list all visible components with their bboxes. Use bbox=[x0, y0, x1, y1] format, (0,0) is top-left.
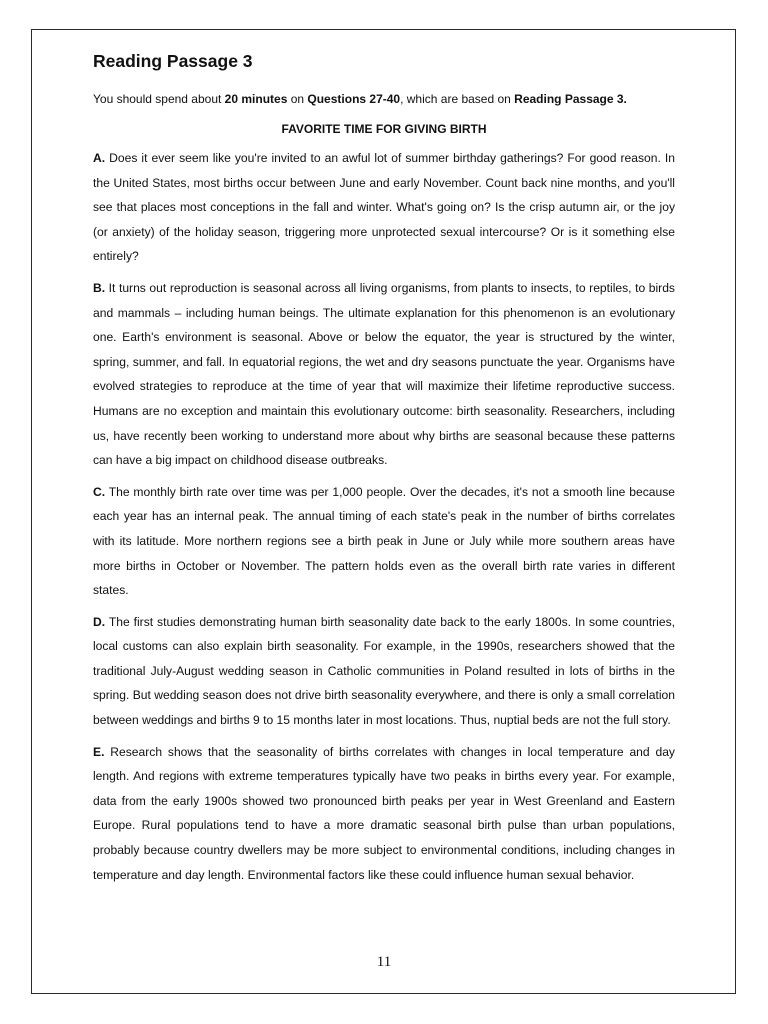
paragraph-letter: C. bbox=[93, 484, 106, 499]
instructions-text-3: , which are based on bbox=[400, 92, 515, 106]
instructions-text-1: You should spend about bbox=[93, 92, 225, 106]
paragraph-letter: E. bbox=[93, 744, 105, 759]
paragraph-text: Research shows that the seasonality of births correlates with changes in local temperature and day length. And regions with extreme temperatures typically have two peaks in births every year. For example, data from the early 1900s showed two pronounced birth peaks per year in West Greenland and Eastern Europe. Rural populations tend to have a more dramatic seasonal birth pulse than urban populations, probably because country dwellers may be more subject to environmental conditions, including changes in temperature and day length. Environmental factors like these could influence human sexual behavior. bbox=[93, 744, 675, 882]
paragraph-text: It turns out reproduction is seasonal across all living organisms, from plants to insects, to reptiles, to birds and mammals – including human beings. The ultimate explanation for this phenomenon is an evolutionary one. Earth's environment is seasonal. Above or below the equator, the year is structured by the winter, spring, summer, and fall. In equatorial regions, the wet and dry seasons punctuate the year. Organisms have evolved strategies to reproduce at the time of year that will maximize their lifetime reproductive success. Humans are no exception and maintain this evolutionary outcome: birth seasonality. Researchers, including us, have recently been working to understand more about why births are seasonal because these patterns can have a big impact on childhood disease outbreaks. bbox=[93, 280, 675, 468]
paragraph-c bbox=[93, 480, 675, 603]
paragraph-d bbox=[93, 610, 675, 733]
instructions bbox=[93, 90, 675, 108]
instructions-passage-ref: Reading Passage 3. bbox=[514, 92, 627, 106]
document-title: Reading Passage 3 bbox=[93, 51, 253, 71]
instructions-text-2: on bbox=[287, 92, 308, 106]
document-content bbox=[93, 48, 675, 887]
instructions-questions: Questions 27-40 bbox=[307, 92, 401, 106]
paragraph-e bbox=[93, 740, 675, 888]
paragraph-text: Does it ever seem like you're invited to an awful lot of summer birthday gatherings? For good reason. In the United States, most births occur between June and early November. Count back nine months, and you'll see that places most conceptions in the fall and winter. What's going on? Is the crisp autumn air, or the joy (or anxiety) of the holiday season, triggering more unprotected sexual intercourse? Or is it something else entirely? bbox=[93, 151, 675, 264]
paragraph-b bbox=[93, 276, 675, 473]
page-number: 11 bbox=[376, 954, 392, 970]
paragraph-letter: B. bbox=[93, 280, 106, 295]
paragraph-letter: D. bbox=[93, 614, 106, 629]
paragraph-letter: A. bbox=[93, 151, 106, 165]
paragraph-a bbox=[93, 146, 675, 269]
paragraph-text: The monthly birth rate over time was per 1,000 people. Over the decades, it's not a smooth line because each year has an internal peak. The annual timing of each state's peak in the number of births correlates with its latitude. More northern regions see a birth peak in June or July while more southern areas have more births in October or November. The pattern holds even as the overall birth rate varies in different states. bbox=[93, 484, 675, 598]
instructions-time: 20 minutes bbox=[224, 92, 288, 106]
passage-heading: FAVORITE TIME FOR GIVING BIRTH bbox=[281, 122, 487, 136]
paragraph-text: The first studies demonstrating human birth seasonality date back to the early 1800s. In some countries, local customs can also explain birth seasonality. For example, in the 1990s, researchers showed that the traditional July-August wedding season in Catholic communities in Poland resulted in lots of births in the spring. But wedding season does not drive birth seasonality everywhere, and there is only a small correlation between weddings and births 9 to 15 months later in most locations. Thus, nuptial beds are not the full story. bbox=[93, 614, 675, 728]
